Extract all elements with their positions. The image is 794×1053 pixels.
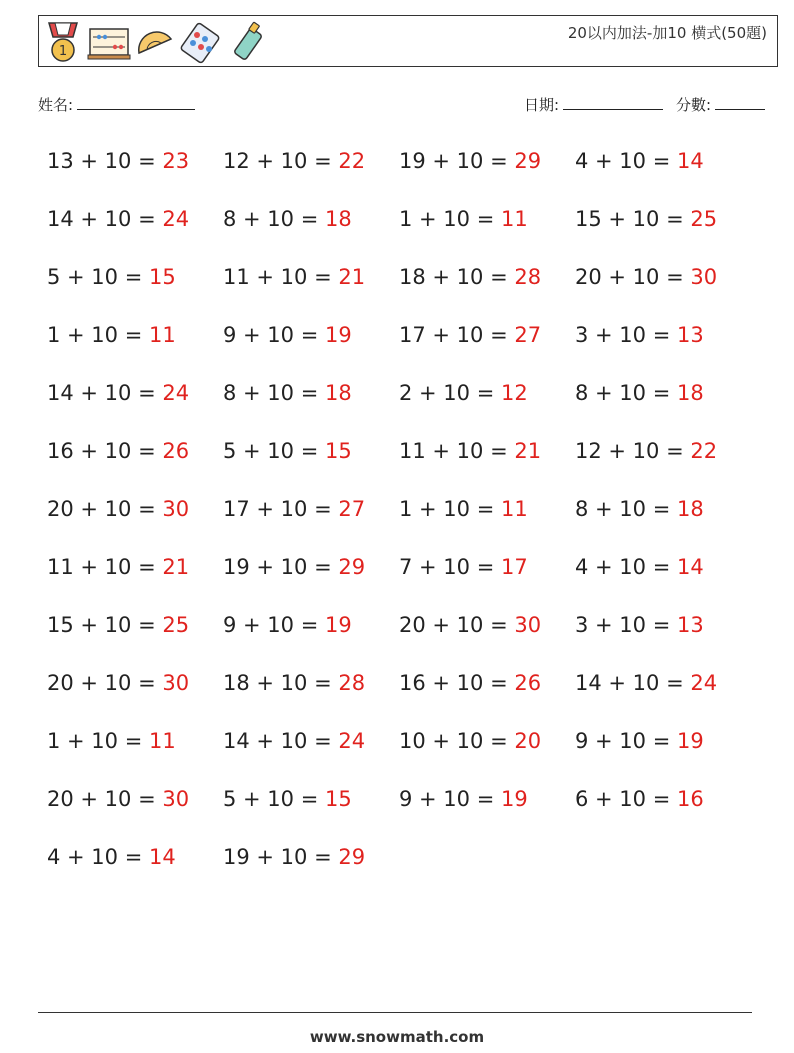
problem-item [399, 654, 575, 712]
problem-item [575, 364, 751, 422]
problem-question: 14 + 10 = [223, 729, 339, 753]
problem-question: 15 + 10 = [47, 613, 163, 637]
problem-item [575, 480, 751, 538]
problem-answer: 11 [500, 497, 528, 521]
problem-item [47, 770, 223, 828]
problem-question: 15 + 10 = [575, 207, 691, 231]
problem-answer: 14 [148, 845, 176, 869]
problem-item [575, 132, 751, 190]
problem-item [223, 132, 399, 190]
problem-question: 19 + 10 = [223, 555, 339, 579]
problem-question: 8 + 10 = [575, 381, 677, 405]
name-line[interactable] [77, 95, 195, 110]
problem-question: 9 + 10 = [223, 323, 325, 347]
problem-item [47, 596, 223, 654]
problem-question: 20 + 10 = [575, 265, 691, 289]
problem-question: 9 + 10 = [223, 613, 325, 637]
problem-question: 5 + 10 = [223, 787, 325, 811]
problem-question: 11 + 10 = [223, 265, 339, 289]
problem-item [399, 480, 575, 538]
problem-item [47, 712, 223, 770]
problem-question: 9 + 10 = [575, 729, 677, 753]
problem-question: 1 + 10 = [399, 497, 501, 521]
problem-item [47, 422, 223, 480]
score-field [676, 94, 765, 115]
problem-question: 4 + 10 = [47, 845, 149, 869]
problem-answer: 27 [514, 323, 542, 347]
problem-item [399, 538, 575, 596]
medal-icon [43, 19, 83, 65]
problem-answer: 11 [500, 207, 528, 231]
problem-answer: 26 [162, 439, 190, 463]
abacus-icon [87, 19, 131, 65]
problem-question: 12 + 10 = [575, 439, 691, 463]
problem-answer: 15 [324, 787, 352, 811]
problem-item [223, 770, 399, 828]
problem-question: 2 + 10 = [399, 381, 501, 405]
problem-answer: 19 [500, 787, 528, 811]
problem-answer: 13 [676, 323, 704, 347]
problem-answer: 24 [690, 671, 718, 695]
problem-item [47, 364, 223, 422]
problem-answer: 20 [514, 729, 542, 753]
problem-answer: 18 [676, 381, 704, 405]
problem-answer: 29 [338, 555, 366, 579]
problem-answer: 15 [148, 265, 176, 289]
problem-item [47, 248, 223, 306]
problem-item [399, 132, 575, 190]
problem-answer: 28 [514, 265, 542, 289]
problem-answer: 11 [148, 729, 176, 753]
problem-item [399, 422, 575, 480]
problem-question: 1 + 10 = [47, 323, 149, 347]
problem-item [223, 422, 399, 480]
problem-question: 17 + 10 = [399, 323, 515, 347]
problem-item [47, 306, 223, 364]
problem-question: 14 + 10 = [575, 671, 691, 695]
problem-question: 3 + 10 = [575, 613, 677, 637]
problem-item [223, 828, 399, 886]
problem-question: 4 + 10 = [575, 555, 677, 579]
problem-item [575, 422, 751, 480]
problem-question: 11 + 10 = [399, 439, 515, 463]
problem-item [47, 132, 223, 190]
problem-answer: 22 [690, 439, 718, 463]
problem-answer: 24 [162, 381, 190, 405]
problem-answer: 18 [324, 381, 352, 405]
problem-item [223, 306, 399, 364]
worksheet-title: 20以内加法-加10 横式(50題) [567, 24, 767, 42]
problem-item [399, 596, 575, 654]
problem-item [223, 538, 399, 596]
problem-item [399, 306, 575, 364]
problem-answer: 28 [338, 671, 366, 695]
problem-answer: 16 [676, 787, 704, 811]
problem-answer: 23 [162, 149, 190, 173]
date-label: 日期: [524, 96, 560, 114]
problem-answer: 30 [514, 613, 542, 637]
problem-answer: 22 [338, 149, 366, 173]
problem-answer: 13 [676, 613, 704, 637]
problem-question: 17 + 10 = [223, 497, 339, 521]
problem-item [223, 654, 399, 712]
problem-item [47, 538, 223, 596]
problem-item [575, 712, 751, 770]
problem-item [575, 654, 751, 712]
problem-item [575, 596, 751, 654]
problem-question: 16 + 10 = [399, 671, 515, 695]
date-field [524, 94, 663, 115]
problem-question: 11 + 10 = [47, 555, 163, 579]
problem-item [575, 190, 751, 248]
problem-question: 18 + 10 = [223, 671, 339, 695]
problem-item [223, 364, 399, 422]
problem-answer: 19 [676, 729, 704, 753]
problem-question: 16 + 10 = [47, 439, 163, 463]
problem-answer: 18 [676, 497, 704, 521]
problem-answer: 30 [162, 787, 190, 811]
problem-answer: 27 [338, 497, 366, 521]
problem-answer: 30 [690, 265, 718, 289]
worksheet-header [38, 15, 778, 67]
problem-item [223, 712, 399, 770]
problem-item [223, 190, 399, 248]
problem-question: 1 + 10 = [47, 729, 149, 753]
problem-answer: 21 [338, 265, 366, 289]
problem-answer: 24 [338, 729, 366, 753]
problem-answer: 21 [162, 555, 190, 579]
problem-answer: 25 [162, 613, 190, 637]
problem-question: 7 + 10 = [399, 555, 501, 579]
problem-question: 8 + 10 = [575, 497, 677, 521]
svg-text:1: 1 [58, 44, 68, 59]
problem-item [223, 596, 399, 654]
problem-answer: 12 [500, 381, 528, 405]
problem-answer: 11 [148, 323, 176, 347]
problem-item [399, 190, 575, 248]
problem-item [399, 770, 575, 828]
problem-answer: 30 [162, 497, 190, 521]
protractor-icon [135, 19, 175, 65]
problem-item [47, 480, 223, 538]
problem-question: 5 + 10 = [223, 439, 325, 463]
problem-question: 18 + 10 = [399, 265, 515, 289]
problem-question: 12 + 10 = [223, 149, 339, 173]
problem-question: 10 + 10 = [399, 729, 515, 753]
problem-item [399, 712, 575, 770]
problem-question: 19 + 10 = [223, 845, 339, 869]
problem-question: 6 + 10 = [575, 787, 677, 811]
problem-question: 3 + 10 = [575, 323, 677, 347]
score-line[interactable] [715, 95, 765, 110]
problem-item [575, 248, 751, 306]
problem-question: 14 + 10 = [47, 381, 163, 405]
problem-question: 14 + 10 = [47, 207, 163, 231]
glue-bottle-icon [227, 19, 267, 65]
problem-grid [47, 132, 751, 886]
problem-question: 8 + 10 = [223, 381, 325, 405]
date-line[interactable] [563, 95, 663, 110]
problem-item [399, 248, 575, 306]
problem-item [575, 538, 751, 596]
problem-question: 4 + 10 = [575, 149, 677, 173]
problem-answer: 29 [338, 845, 366, 869]
problem-question: 13 + 10 = [47, 149, 163, 173]
problem-question: 8 + 10 = [223, 207, 325, 231]
name-label: 姓名: [38, 96, 74, 114]
problem-answer: 18 [324, 207, 352, 231]
problem-answer: 19 [324, 613, 352, 637]
footer-url: www.snowmath.com [309, 1028, 485, 1046]
problem-answer: 14 [676, 555, 704, 579]
footer-divider [38, 1012, 752, 1013]
problem-question: 9 + 10 = [399, 787, 501, 811]
problem-answer: 15 [324, 439, 352, 463]
problem-answer: 14 [676, 149, 704, 173]
problem-question: 20 + 10 = [47, 497, 163, 521]
problem-answer: 26 [514, 671, 542, 695]
problem-answer: 30 [162, 671, 190, 695]
problem-item [47, 654, 223, 712]
score-label: 分數: [676, 96, 712, 114]
pill-pack-icon [179, 19, 223, 65]
problem-question: 20 + 10 = [47, 787, 163, 811]
problem-item [47, 190, 223, 248]
problem-question: 1 + 10 = [399, 207, 501, 231]
name-field [38, 94, 195, 115]
header-icons [43, 19, 267, 65]
problem-question: 20 + 10 = [399, 613, 515, 637]
problem-item [575, 770, 751, 828]
problem-answer: 29 [514, 149, 542, 173]
problem-answer: 19 [324, 323, 352, 347]
problem-item [399, 364, 575, 422]
problem-item [223, 480, 399, 538]
problem-question: 5 + 10 = [47, 265, 149, 289]
problem-item [575, 306, 751, 364]
problem-question: 20 + 10 = [47, 671, 163, 695]
problem-item [223, 248, 399, 306]
problem-answer: 17 [500, 555, 528, 579]
problem-answer: 21 [514, 439, 542, 463]
problem-answer: 25 [690, 207, 718, 231]
problem-item [47, 828, 223, 886]
problem-answer: 24 [162, 207, 190, 231]
problem-question: 19 + 10 = [399, 149, 515, 173]
